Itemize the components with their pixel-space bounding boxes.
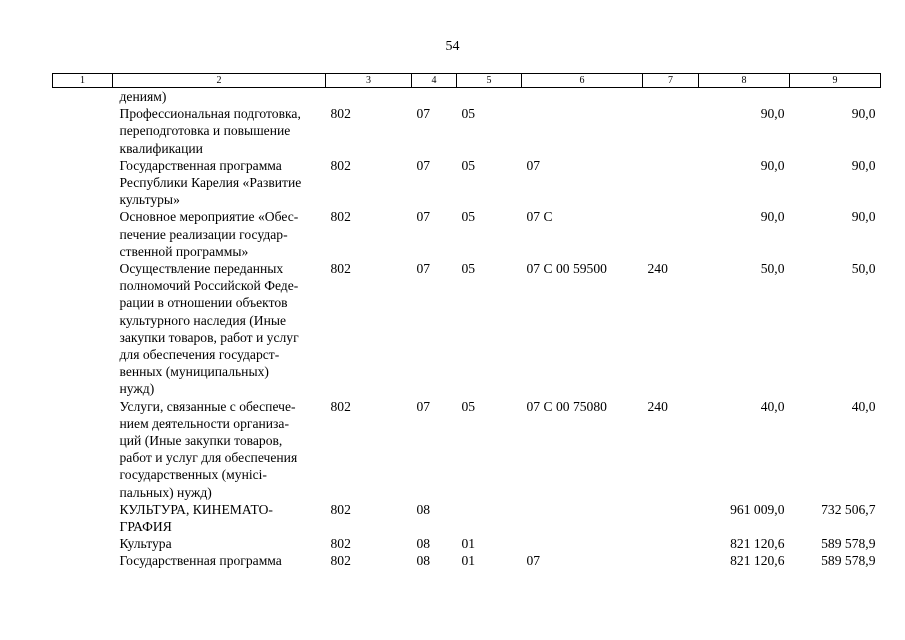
amount-year-2: 90,0 bbox=[851, 106, 876, 122]
ved-code: 802 bbox=[330, 398, 351, 414]
expense-type-code bbox=[643, 501, 699, 535]
row-name: Государственная программа bbox=[119, 553, 282, 569]
subsection-code: 01 bbox=[461, 536, 476, 552]
page-number: 54 bbox=[445, 39, 460, 54]
amount-year-1: 50,0 bbox=[760, 261, 785, 277]
subsection-code: 01 bbox=[461, 553, 476, 569]
row-number-cell bbox=[53, 208, 113, 260]
row-name: Государственная программа Республики Карелия «Развитие культуры» bbox=[119, 157, 302, 208]
column-header-4: 4 bbox=[412, 74, 457, 88]
subsection-code: 05 bbox=[461, 106, 476, 122]
ved-code: 802 bbox=[330, 157, 351, 173]
table-row bbox=[53, 105, 881, 157]
expense-type-code: 240 bbox=[647, 398, 668, 414]
row-number-cell bbox=[53, 157, 113, 209]
column-header-5: 5 bbox=[457, 74, 522, 88]
amount-year-1 bbox=[699, 88, 790, 106]
amount-year-2: 90,0 bbox=[851, 157, 876, 173]
table-row bbox=[53, 157, 881, 209]
ved-code: 802 bbox=[330, 209, 351, 225]
row-number-cell bbox=[53, 398, 113, 501]
amount-year-2: 732 506,7 bbox=[821, 501, 876, 517]
expense-type-code bbox=[643, 105, 699, 157]
table-row bbox=[53, 398, 881, 501]
header-row bbox=[53, 74, 881, 88]
amount-year-2: 40,0 bbox=[851, 398, 876, 414]
amount-year-2: 589 578,9 bbox=[821, 536, 876, 552]
row-name: Осуществление переданных полномочий Российской Феде- рации в отношении объектов культурного наследия (Иные закупки товаров, работ и услуг для обеспечения государст- венных (муниципальных) нужд) bbox=[119, 261, 299, 397]
section-code: 07 bbox=[416, 209, 431, 225]
row-name: Основное мероприятие «Обес- печение реализации государ- ственной программы» bbox=[119, 209, 299, 259]
amount-year-1: 40,0 bbox=[760, 398, 785, 414]
expense-type-code bbox=[643, 157, 699, 209]
subsection-code bbox=[457, 88, 522, 106]
section-code: 08 bbox=[416, 553, 431, 569]
row-name: Профессиональная подготовка, переподготовка и повышение квалификации bbox=[119, 106, 301, 156]
expense-type-code bbox=[643, 552, 699, 569]
ved-code bbox=[326, 88, 412, 106]
section-code: 08 bbox=[416, 501, 431, 517]
target-article-code bbox=[522, 105, 643, 157]
row-number-cell bbox=[53, 260, 113, 398]
row-number-cell bbox=[53, 105, 113, 157]
column-header-9: 9 bbox=[790, 74, 881, 88]
table-row bbox=[53, 208, 881, 260]
expense-type-code bbox=[643, 88, 699, 106]
row-number-cell bbox=[53, 501, 113, 535]
expense-type-code bbox=[643, 535, 699, 552]
target-article-code bbox=[522, 88, 643, 106]
row-number-cell bbox=[53, 88, 113, 106]
section-code: 07 bbox=[416, 157, 431, 173]
budget-table bbox=[52, 73, 881, 570]
subsection-code bbox=[457, 501, 522, 535]
amount-year-1: 90,0 bbox=[760, 106, 785, 122]
table-row bbox=[53, 552, 881, 569]
section-code: 07 bbox=[416, 106, 431, 122]
amount-year-1: 821 120,6 bbox=[730, 553, 785, 569]
target-article-code: 07 С bbox=[526, 209, 553, 225]
table-row bbox=[53, 501, 881, 535]
row-name: дениям) bbox=[119, 89, 167, 104]
row-name: КУЛЬТУРА, КИНЕМАТО- ГРАФИЯ bbox=[119, 501, 273, 535]
amount-year-1: 821 120,6 bbox=[730, 536, 785, 552]
table-row bbox=[53, 535, 881, 552]
table-row bbox=[53, 88, 881, 106]
column-header-3: 3 bbox=[326, 74, 412, 88]
ved-code: 802 bbox=[330, 536, 351, 552]
target-article-code: 07 bbox=[526, 157, 541, 173]
column-header-6: 6 bbox=[522, 74, 643, 88]
column-header-1: 1 bbox=[53, 74, 113, 88]
row-number-cell bbox=[53, 535, 113, 552]
expense-type-code bbox=[643, 208, 699, 260]
row-name: Услуги, связанные с обеспече- нием деятельности организа- ций (Иные закупки товаров, работ и услуг для обеспечения государственных (мунici- пальных) нужд) bbox=[119, 398, 298, 500]
target-article-code: 07 С 00 59500 bbox=[526, 261, 607, 277]
target-article-code: 07 bbox=[526, 553, 541, 569]
column-header-7: 7 bbox=[643, 74, 699, 88]
row-name: Культура bbox=[119, 536, 172, 552]
target-article-code bbox=[522, 501, 643, 535]
section-code: 07 bbox=[416, 398, 431, 414]
table-row bbox=[53, 260, 881, 398]
amount-year-2: 90,0 bbox=[851, 209, 876, 225]
amount-year-1: 90,0 bbox=[760, 209, 785, 225]
ved-code: 802 bbox=[330, 553, 351, 569]
target-article-code: 07 С 00 75080 bbox=[526, 398, 607, 414]
column-header-8: 8 bbox=[699, 74, 790, 88]
subsection-code: 05 bbox=[461, 398, 476, 414]
amount-year-1: 961 009,0 bbox=[730, 501, 785, 517]
amount-year-1: 90,0 bbox=[760, 157, 785, 173]
column-header-2: 2 bbox=[113, 74, 326, 88]
section-code: 07 bbox=[416, 261, 431, 277]
expense-type-code: 240 bbox=[647, 261, 668, 277]
subsection-code: 05 bbox=[461, 261, 476, 277]
ved-code: 802 bbox=[330, 106, 351, 122]
section-code: 08 bbox=[416, 536, 431, 552]
target-article-code bbox=[522, 535, 643, 552]
ved-code: 802 bbox=[330, 261, 351, 277]
amount-year-2: 589 578,9 bbox=[821, 553, 876, 569]
subsection-code: 05 bbox=[461, 209, 476, 225]
amount-year-2: 50,0 bbox=[851, 261, 876, 277]
row-number-cell bbox=[53, 552, 113, 569]
subsection-code: 05 bbox=[461, 157, 476, 173]
ved-code: 802 bbox=[330, 501, 351, 517]
section-code bbox=[412, 88, 457, 106]
amount-year-2 bbox=[790, 88, 881, 106]
